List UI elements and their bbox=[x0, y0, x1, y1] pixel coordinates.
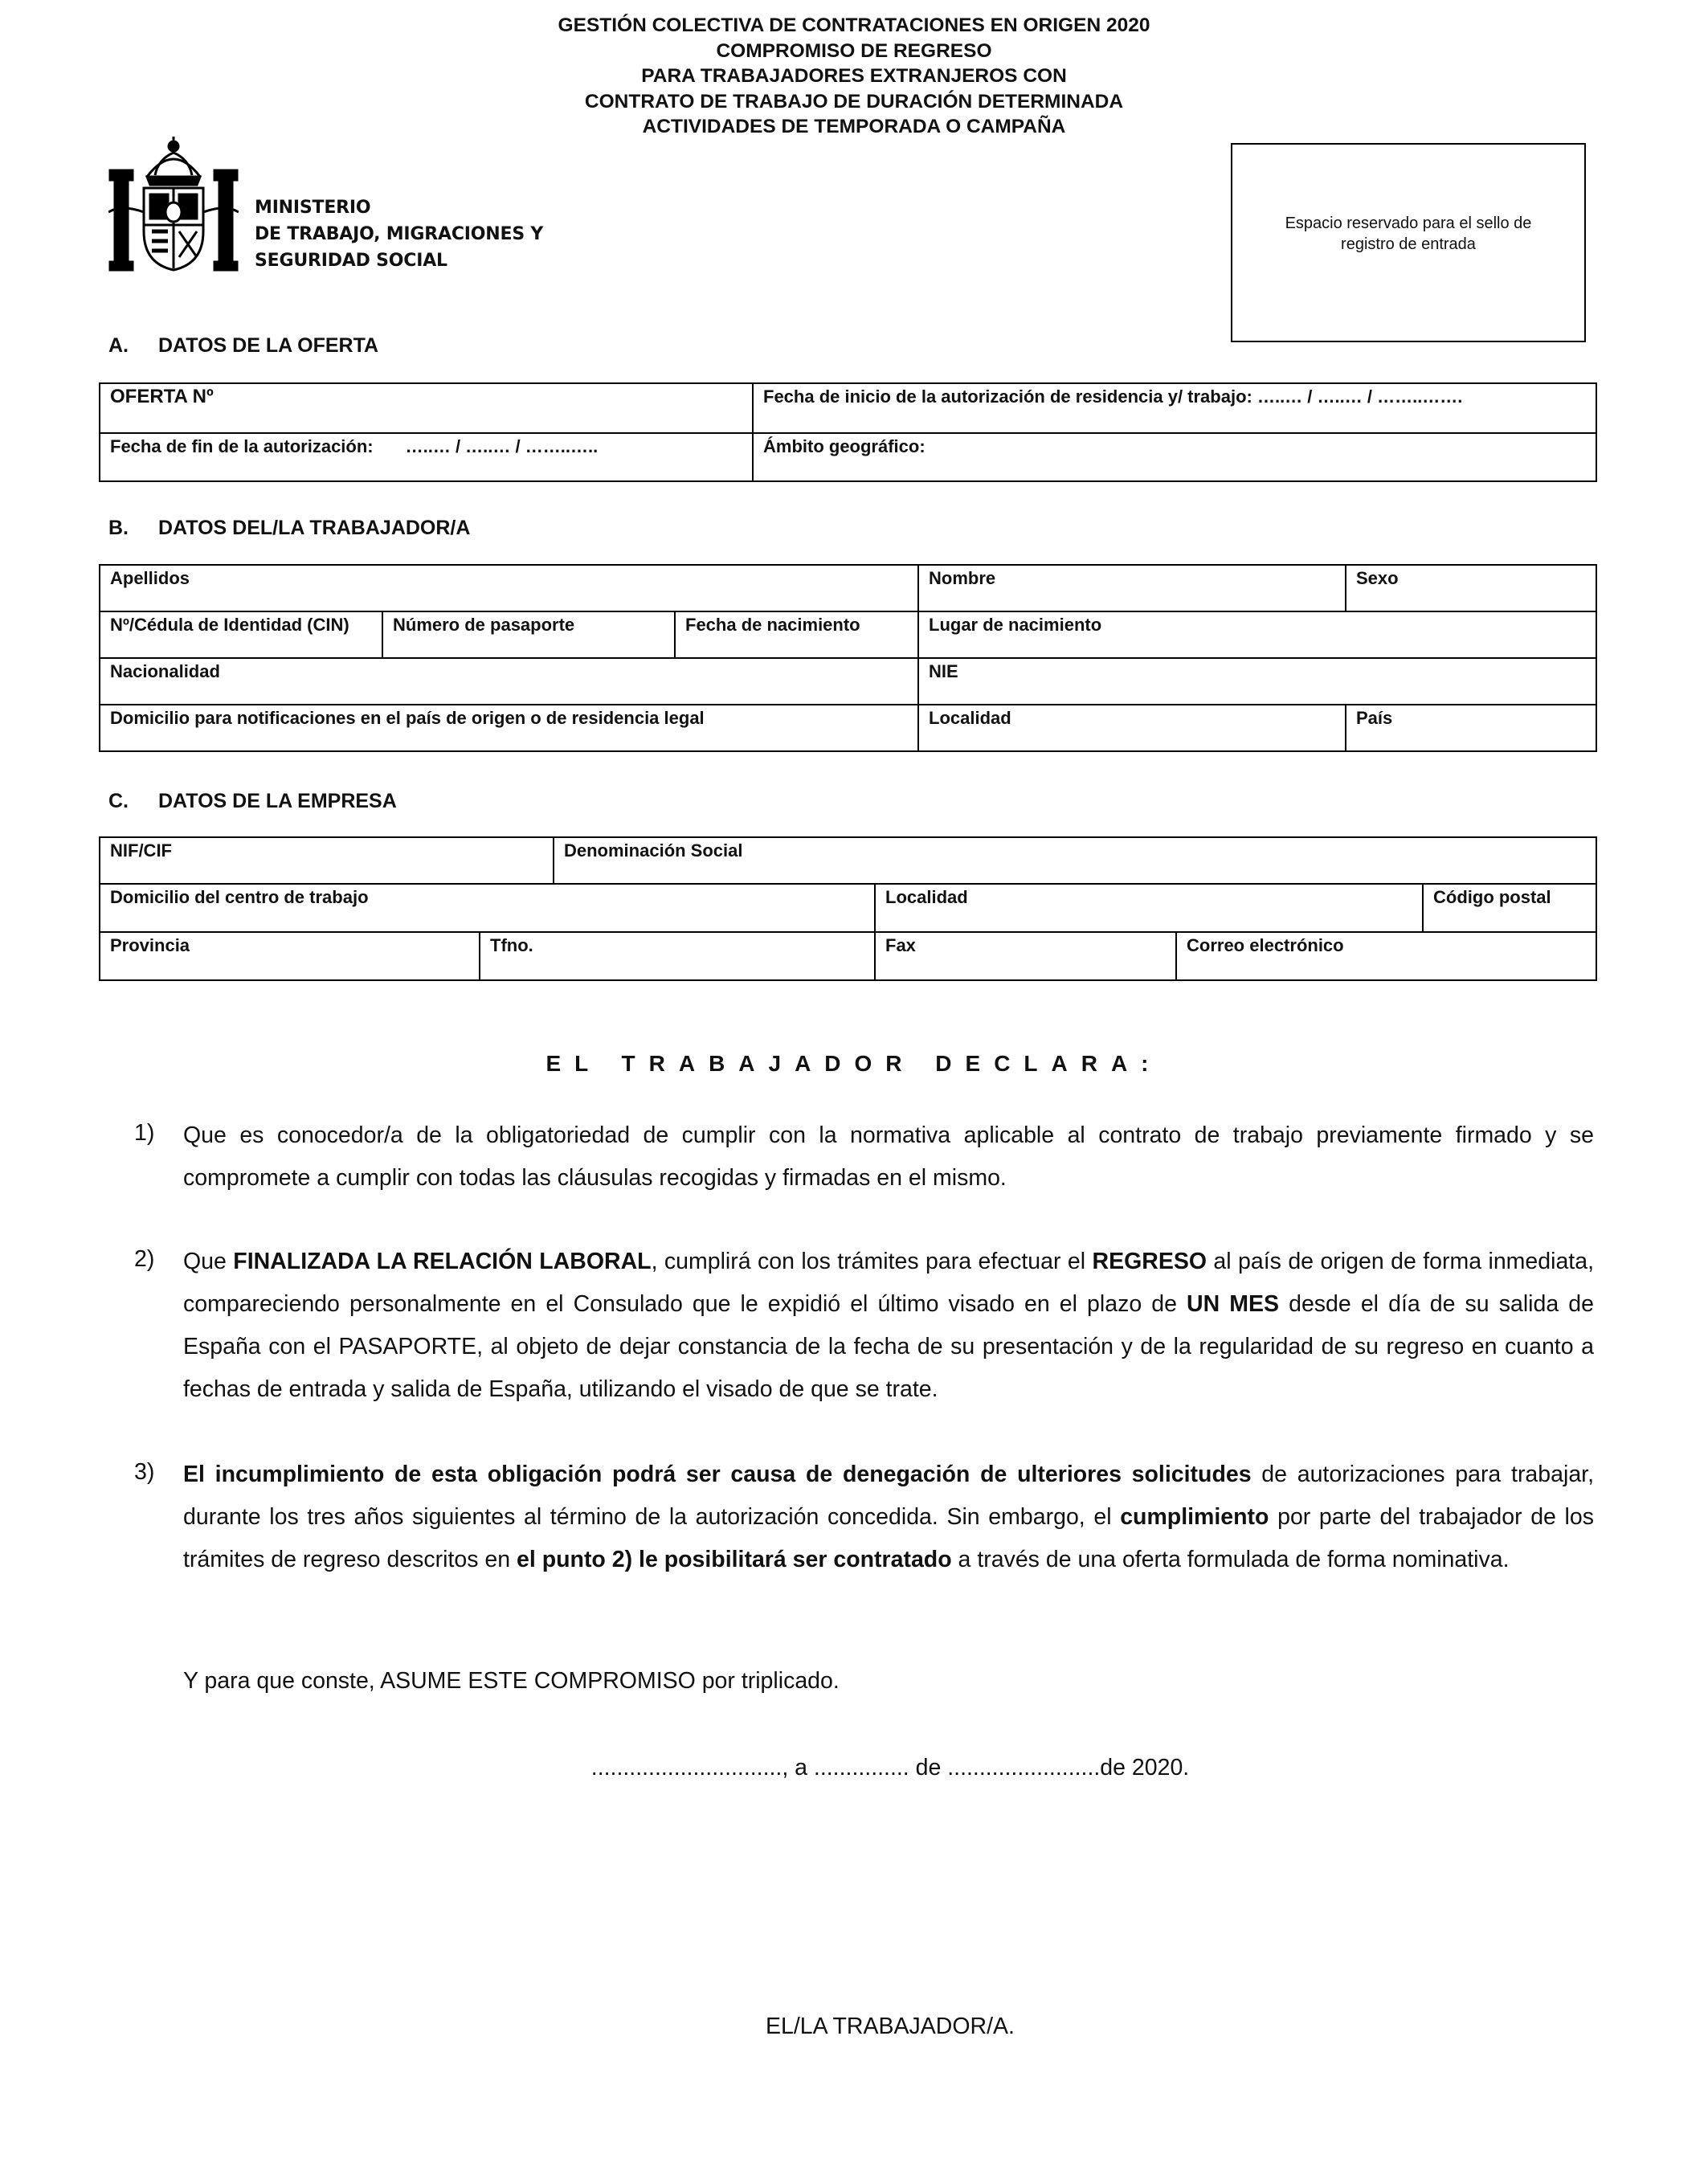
worker-locality-field[interactable] bbox=[918, 705, 1346, 751]
item-2-text bbox=[183, 1241, 1594, 1411]
item-1-number: 1) bbox=[134, 1120, 155, 1146]
date-line[interactable]: .............................., a ............... de ........................de 2020. bbox=[590, 1755, 1190, 1781]
nationality-label: Nacionalidad bbox=[110, 661, 220, 681]
workplace-address-field[interactable] bbox=[100, 884, 875, 932]
item-3-number: 3) bbox=[134, 1459, 155, 1485]
item-2-part-2: , cumplirá con los trámites para efectuar el bbox=[651, 1249, 1093, 1274]
sex-label: Sexo bbox=[1356, 568, 1399, 588]
section-a-letter: A. bbox=[108, 334, 129, 357]
postal-code-label: Código postal bbox=[1433, 887, 1551, 907]
worker-locality-label: Localidad bbox=[929, 708, 1011, 728]
section-a-heading bbox=[108, 334, 378, 358]
end-date-label: Fecha de fin de la autorización: bbox=[110, 436, 374, 456]
birth-place-field[interactable] bbox=[918, 611, 1596, 658]
tax-id-field[interactable] bbox=[100, 837, 554, 884]
item-3-bold-3: el punto 2) le posibilitará ser contratado bbox=[517, 1547, 952, 1572]
title-line-2: COMPROMISO DE REGRESO bbox=[716, 39, 992, 62]
end-date-value: …..… / …..… / ……..….. bbox=[405, 436, 599, 456]
item-1-text bbox=[183, 1114, 1594, 1200]
item-2-part-4: desde el día de su salida de España con el PASAPORTE, al objeto de dejar constancia de la fecha de su presentación y de la regularidad de su regreso en cuanto a fechas de entrada y salida de España, utilizando el visado de que se trate. bbox=[183, 1291, 1594, 1402]
nie-field[interactable] bbox=[918, 658, 1596, 705]
home-address-field[interactable] bbox=[100, 705, 918, 751]
title-line-5: ACTIVIDADES DE TEMPORADA O CAMPAÑA bbox=[642, 116, 1066, 137]
fax-field[interactable] bbox=[875, 932, 1176, 980]
end-date-field[interactable] bbox=[100, 433, 753, 481]
postal-code-field[interactable] bbox=[1423, 884, 1596, 932]
province-label: Provincia bbox=[110, 935, 190, 955]
passport-field[interactable] bbox=[382, 611, 675, 658]
phone-label: Tfno. bbox=[490, 935, 533, 955]
company-locality-label: Localidad bbox=[885, 887, 968, 907]
company-name-field[interactable] bbox=[554, 837, 1596, 884]
company-name-label: Denominación Social bbox=[564, 840, 743, 861]
offer-table bbox=[99, 382, 1597, 482]
ministry-name bbox=[255, 194, 543, 274]
start-date-field[interactable] bbox=[753, 383, 1596, 433]
first-name-label: Nombre bbox=[929, 568, 996, 588]
item-2-part-1: Que bbox=[183, 1249, 234, 1274]
email-label: Correo electrónico bbox=[1187, 935, 1344, 955]
id-card-field[interactable] bbox=[100, 611, 382, 658]
geographic-scope-label: Ámbito geográfico: bbox=[763, 436, 926, 456]
section-b-heading bbox=[108, 517, 470, 540]
country-label: País bbox=[1356, 708, 1393, 728]
item-3-bold-1: El incumplimiento de esta obligación podrá ser causa de denegación de ulteriores solicitudes bbox=[183, 1462, 1252, 1487]
item-2-part-3: al país de origen de forma inmediata, compareciendo personalmente en el Consulado que le expidió el último visado en el plazo de bbox=[183, 1249, 1594, 1317]
item-2-bold-3: UN MES bbox=[1187, 1291, 1280, 1317]
tax-id-label: NIF/CIF bbox=[110, 840, 172, 861]
item-2-number: 2) bbox=[134, 1246, 155, 1272]
passport-label: Número de pasaporte bbox=[393, 615, 575, 635]
geographic-scope-field[interactable] bbox=[753, 433, 1596, 481]
title-line-4: CONTRATO DE TRABAJO DE DURACIÓN DETERMINADA bbox=[584, 90, 1124, 112]
signature-label: EL/LA TRABAJADOR/A. bbox=[766, 2014, 1015, 2039]
section-c-title: DATOS DE LA EMPRESA bbox=[158, 790, 397, 812]
ministry-line-1: MINISTERIO bbox=[255, 198, 371, 218]
section-c-letter: C. bbox=[108, 790, 129, 812]
first-name-field[interactable] bbox=[918, 565, 1346, 611]
surname-field[interactable] bbox=[100, 565, 918, 611]
ministry-line-3: SEGURIDAD SOCIAL bbox=[255, 251, 447, 271]
item-3-part-3: a través de una oferta formulada de forma nominativa. bbox=[951, 1547, 1510, 1572]
start-date-label: Fecha de inicio de la autorización de residencia y/ trabajo: …..… / …..… / ……..……. bbox=[763, 386, 1463, 407]
item-3-bold-2: cumplimiento bbox=[1120, 1504, 1269, 1530]
section-b-title: DATOS DEL/LA TRABAJADOR/A bbox=[158, 517, 471, 539]
section-b-letter: B. bbox=[108, 517, 129, 539]
item-3-part-2: por parte del trabajador de los trámites de regreso descritos en bbox=[183, 1504, 1594, 1572]
title-line-3: PARA TRABAJADORES EXTRANJEROS CON bbox=[641, 65, 1067, 87]
coat-of-arms-icon bbox=[108, 135, 239, 273]
item-2-bold-2: REGRESO bbox=[1092, 1249, 1207, 1274]
company-table bbox=[99, 836, 1597, 981]
worker-table bbox=[99, 564, 1597, 752]
section-c-heading bbox=[108, 790, 397, 813]
item-1-body: Que es conocedor/a de la obligatoriedad de cumplir con la normativa aplicable al contrato de trabajo previamente firmado y se compromete a cumplir con todas las cláusulas recogidas y firmadas en el mismo. bbox=[183, 1122, 1594, 1191]
surname-label: Apellidos bbox=[110, 568, 190, 588]
phone-field[interactable] bbox=[480, 932, 875, 980]
nationality-field[interactable] bbox=[100, 658, 918, 705]
closing-statement: Y para que conste, ASUME ESTE COMPROMISO por triplicado. bbox=[183, 1668, 840, 1694]
ministry-line-2: DE TRABAJO, MIGRACIONES Y bbox=[255, 224, 544, 244]
declaration-heading: EL TRABAJADOR DECLARA: bbox=[545, 1051, 1163, 1076]
document-title bbox=[0, 13, 1708, 140]
email-field[interactable] bbox=[1176, 932, 1596, 980]
nie-label: NIE bbox=[929, 661, 958, 681]
province-field[interactable] bbox=[100, 932, 480, 980]
item-3-text bbox=[183, 1453, 1594, 1581]
registry-stamp-box bbox=[1231, 143, 1586, 342]
id-card-label: Nº/Cédula de Identidad (CIN) bbox=[110, 615, 349, 635]
item-2-bold-1: FINALIZADA LA RELACIÓN LABORAL bbox=[233, 1249, 652, 1274]
stamp-box-label: Espacio reservado para el sello de registro de entrada bbox=[1285, 215, 1532, 253]
birth-date-label: Fecha de nacimiento bbox=[685, 615, 860, 635]
country-field[interactable] bbox=[1346, 705, 1596, 751]
birth-place-label: Lugar de nacimiento bbox=[929, 615, 1102, 635]
section-a-title: DATOS DE LA OFERTA bbox=[158, 334, 379, 357]
oferta-number-field[interactable] bbox=[100, 383, 753, 433]
workplace-address-label: Domicilio del centro de trabajo bbox=[110, 887, 369, 907]
item-3-part-1: de autorizaciones para trabajar, durante los tres años siguientes al término de la autorización concedida. Sin embargo, el bbox=[183, 1462, 1595, 1530]
title-line-1: GESTIÓN COLECTIVA DE CONTRATACIONES EN ORIGEN 2020 bbox=[558, 14, 1150, 36]
oferta-label: OFERTA Nº bbox=[110, 386, 214, 407]
sex-field[interactable] bbox=[1346, 565, 1596, 611]
company-locality-field[interactable] bbox=[875, 884, 1423, 932]
fax-label: Fax bbox=[885, 935, 916, 955]
home-address-label: Domicilio para notificaciones en el país de origen o de residencia legal bbox=[110, 708, 705, 728]
birth-date-field[interactable] bbox=[675, 611, 918, 658]
